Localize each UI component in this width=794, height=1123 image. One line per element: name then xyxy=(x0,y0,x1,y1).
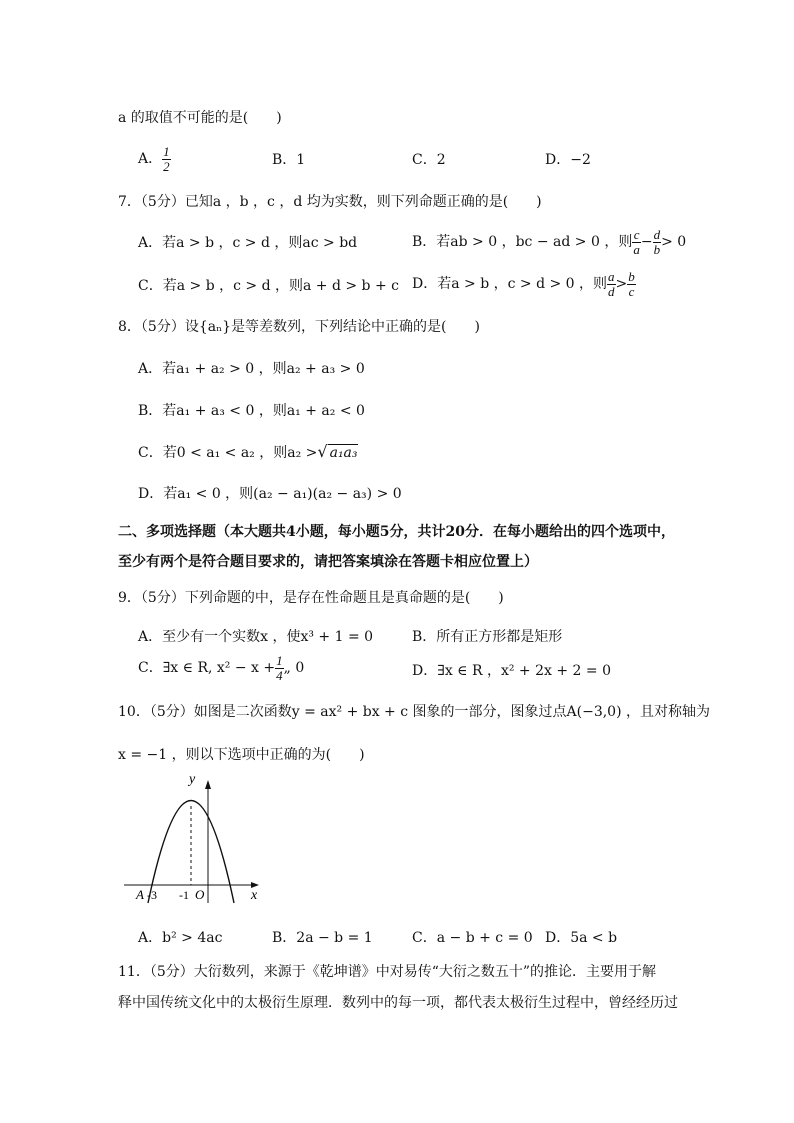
q6-option-a-label: A． xyxy=(138,151,163,168)
q8-option-c-pre: C．若0 < a₁ < a₂ ，则a₂ > xyxy=(138,445,318,461)
q8-option-b[interactable]: B．若a₁ + a₃ < 0 ，则a₁ + a₂ < 0 xyxy=(138,403,365,419)
q7-option-a[interactable]: A．若a > b ，c > d ，则ac > bd xyxy=(138,235,358,251)
q7-b-frac-2: $\frac{d}{b}$ xyxy=(653,227,661,257)
tick-neg1-label: -1 xyxy=(179,888,189,902)
q6-option-d[interactable]: D．−2 xyxy=(545,152,591,168)
q9-option-a[interactable]: A．至少有一个实数x ，使x³ + 1 = 0 xyxy=(138,629,374,645)
q7-stem: 7．（5分）已知a ，b ，c ，d 均为实数，则下列命题正确的是( ) xyxy=(118,194,542,210)
q6-option-b[interactable]: B．1 xyxy=(272,152,306,168)
q10-option-b[interactable]: B．2a − b = 1 xyxy=(272,930,373,946)
q11-stem-line1: 11．（5分）大衍数列，来源于《乾坤谱》中对易传“大衍之数五十”的推论．主要用于解 xyxy=(118,964,657,980)
section-2-heading-line1: 二、多项选择题（本大题共4小题，每小题5分，共计20分．在每小题给出的四个选项中， xyxy=(118,524,675,540)
q6-option-c[interactable]: C．2 xyxy=(412,152,446,168)
q7-option-b-pre: B．若ab > 0 ，bc − ad > 0 ，则 xyxy=(412,234,633,251)
q6-option-a-fraction: $\frac{1}{2}$ xyxy=(163,144,170,174)
q10-stem-line2: x = −1 ，则以下选项中正确的为( ) xyxy=(118,747,365,763)
q7-b-post: > 0 xyxy=(661,234,687,251)
q8-c-radicand: a₁a₃ xyxy=(329,445,358,461)
q8-option-a[interactable]: A．若a₁ + a₂ > 0 ，则a₂ + a₃ > 0 xyxy=(138,361,365,377)
q9-stem: 9．（5分）下列命题的中，是存在性命题且是真命题的是( ) xyxy=(118,590,504,606)
q6-option-a[interactable] xyxy=(138,145,171,173)
q9-option-c[interactable] xyxy=(138,654,304,682)
q7-d-frac-1: $\frac{a}{d}$ xyxy=(608,269,615,299)
q9-option-b[interactable]: B．所有正方形都是矩形 xyxy=(412,629,563,645)
q10-option-d[interactable]: D．5a < b xyxy=(545,930,618,946)
x-axis-label: x xyxy=(251,888,258,903)
y-axis-label: y xyxy=(189,772,196,787)
q9-option-c-pre: C．∃x ∈ R, x² − x + xyxy=(138,660,276,677)
tick-neg3-label: -3 xyxy=(147,888,157,902)
q9-option-d[interactable]: D．∃x ∈ R ，x² + 2x + 2 = 0 xyxy=(412,663,611,679)
q7-option-b[interactable] xyxy=(412,228,686,256)
point-a-label: A xyxy=(136,887,144,902)
origin-label: O xyxy=(195,887,205,902)
q8-option-d[interactable]: D．若a₁ < 0 ，则(a₂ − a₁)(a₂ − a₃) > 0 xyxy=(138,486,402,502)
q10-option-a[interactable]: A．b² > 4ac xyxy=(138,930,223,946)
q7-b-frac-1: $\frac{c}{a}$ xyxy=(633,227,640,257)
q7-d-frac-2: $\frac{b}{c}$ xyxy=(628,269,635,299)
q10-parabola-graph xyxy=(120,768,270,908)
q7-option-d[interactable] xyxy=(412,270,636,298)
sqrt-radical: √ xyxy=(317,442,328,461)
q7-b-minus: − xyxy=(640,234,653,251)
section-2-heading-line2: 至少有两个是符合题目要求的，请把答案填涂在答题卡相应位置上） xyxy=(118,554,538,570)
q7-option-d-pre: D．若a > b ，c > d > 0 ，则 xyxy=(412,276,608,293)
q7-option-c[interactable]: C．若a > b ，c > d ，则a + d > b + c xyxy=(138,278,399,294)
q8-option-c[interactable] xyxy=(138,442,358,462)
q8-stem: 8．（5分）设{aₙ}是等差数列，下列结论中正确的是( ) xyxy=(118,319,480,335)
parabola-curve xyxy=(148,801,234,904)
q9-option-c-post: „ 0 xyxy=(283,660,305,677)
q7-d-gt: > xyxy=(615,276,628,293)
q6-stem-tail: a 的取值不可能的是( ) xyxy=(118,110,282,126)
q10-option-c[interactable]: C．a − b + c = 0 xyxy=(412,930,533,946)
q10-stem-line1: 10．（5分）如图是二次函数y = ax² + bx + c 图象的一部分，图象过点A(−3,0) ，且对称轴为 xyxy=(118,704,711,720)
y-axis-arrow xyxy=(205,780,211,789)
q9-c-fraction: $\frac{1}{4}$ xyxy=(276,653,283,683)
q11-stem-line2: 释中国传统文化中的太极衍生原理．数列中的每一项，都代表太极衍生过程中，曾经经历过 xyxy=(118,995,678,1011)
